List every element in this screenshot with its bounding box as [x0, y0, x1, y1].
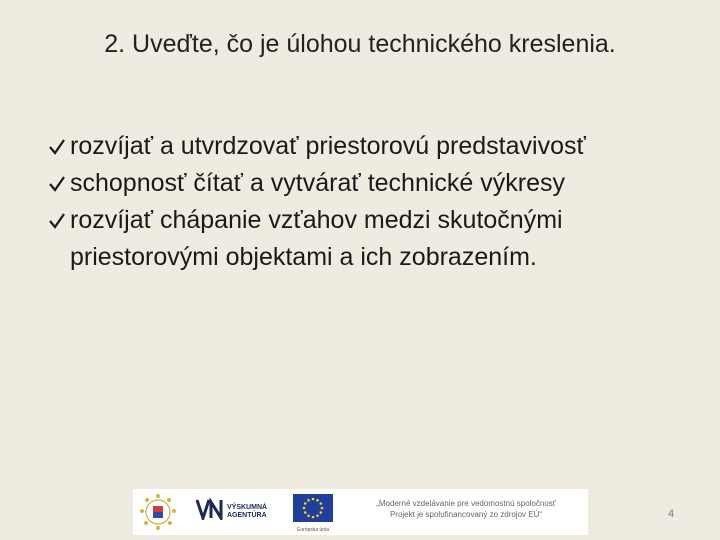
slide-title: 2. Uveďte, čo je úlohou technického kreslenia.: [104, 30, 616, 58]
bullet-list: [48, 128, 688, 276]
page-number: 4: [668, 508, 675, 520]
slogan-line-2: Projekt je spolufinancovaný zo zdrojov EÚ“: [389, 510, 543, 519]
checkmark-icon: [48, 202, 70, 239]
star-circle-logo-icon: [139, 493, 177, 531]
agency-logo-mark-icon: [195, 498, 223, 526]
eu-flag-icon: [293, 494, 333, 522]
checkmark-icon: [48, 128, 70, 165]
bullet-text-3: rozvíjať chápanie vzťahov medzi skutočnými priestorovými objektami a ich zobrazením.: [70, 206, 563, 271]
bullet-item-3: [48, 202, 688, 276]
agency-logo-text: VÝSKUMNÁ AGENTÚRA: [227, 504, 268, 519]
footer-logo-bar: [133, 489, 588, 535]
eu-caption: Európska únia: [297, 527, 329, 533]
bullet-text-1: rozvíjať a utvrdzovať priestorovú predstavivosť: [70, 132, 586, 160]
bullet-item-2: [48, 165, 688, 202]
footer-slogan: [351, 498, 581, 520]
checkmark-icon: [48, 165, 70, 202]
bullet-text-2: schopnosť čítať a vytvárať technické výkresy: [70, 169, 565, 197]
slogan-line-1: „Moderné vzdelávanie pre vedomostnú spoločnosť: [376, 499, 556, 508]
eu-flag-logo: [293, 494, 333, 532]
bullet-item-1: [48, 128, 688, 165]
agency-logo: [195, 496, 285, 528]
